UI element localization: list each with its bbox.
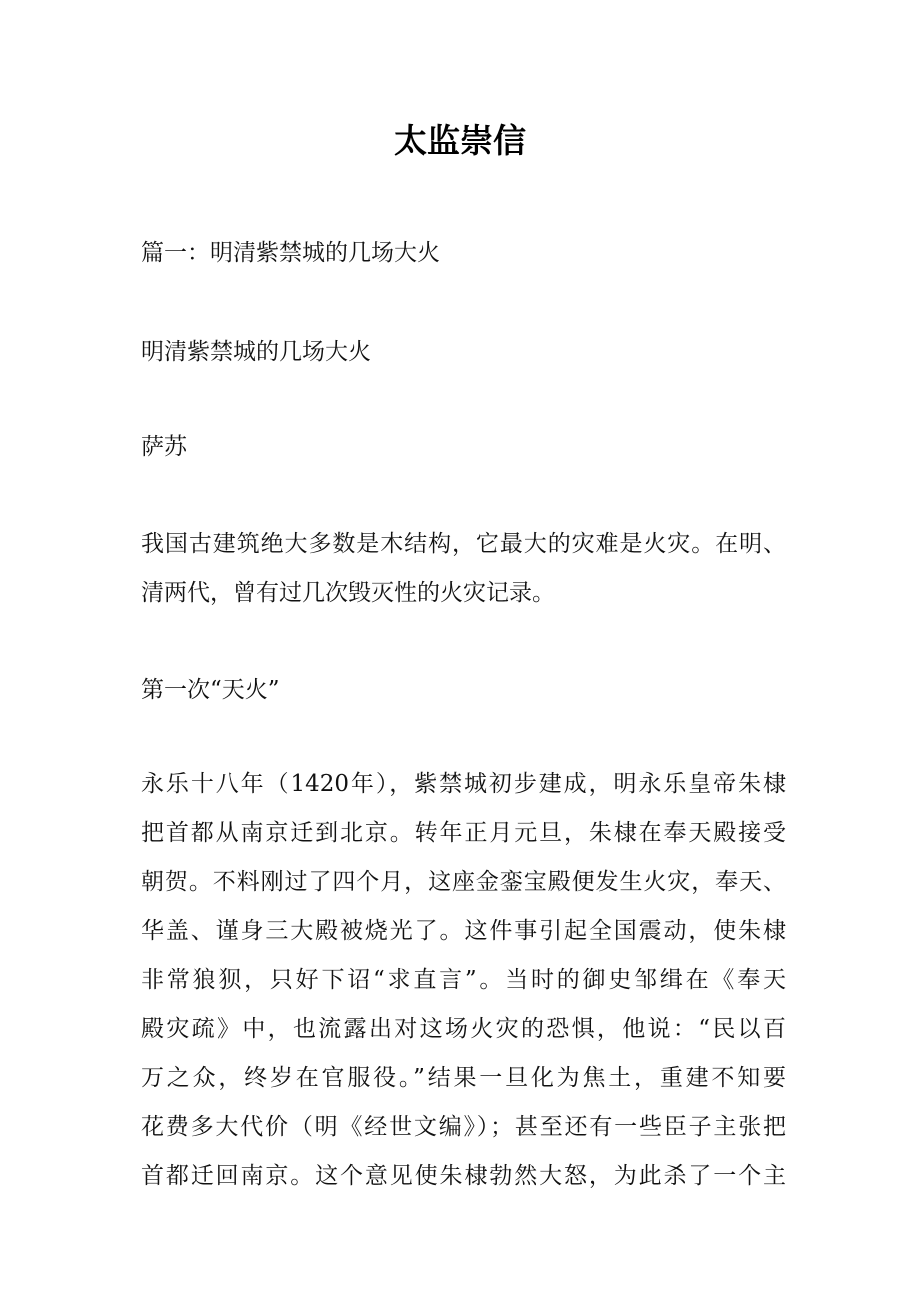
author-name: [141, 423, 786, 472]
paragraph-line: 明清紫禁城的几场大火: [141, 339, 371, 365]
paragraph-line: 永乐十八年（1420年），紫禁城初步建成，明永乐皇帝朱棣: [141, 771, 786, 797]
paragraph-line: 非常狼狈，只好下诏“求直言”。当时的御史邹缉在《奉天: [141, 967, 786, 993]
paragraph-line: 花费多大代价（明《经世文编》）；甚至还有一些臣子主张把: [141, 1114, 786, 1140]
paragraph-line: 首都迁回南京。这个意见使朱棣勃然大怒，为此杀了一个主: [141, 1163, 786, 1189]
paragraph-line: 万之众，终岁在官服役。”结果一旦化为焦土，重建不知要: [141, 1065, 786, 1091]
intro-paragraph: [141, 520, 786, 618]
paragraph-line: 华盖、谨身三大殿被烧光了。这件事引起全国震动，使朱棣: [141, 918, 786, 944]
body-paragraph: [141, 760, 786, 1201]
paragraph-line: 把首都从南京迁到北京。转年正月元旦，朱棣在奉天殿接受: [141, 820, 786, 846]
subsection-heading: [141, 666, 786, 715]
paragraph-line: 篇一：明清紫禁城的几场大火: [141, 240, 440, 266]
paragraph-line: 清两代，曾有过几次毁灭性的火灾记录。: [141, 580, 555, 606]
paragraph-line: 第一次“天火”: [141, 677, 280, 703]
paragraph-line: 殿灾疏》中，也流露出对这场火灾的恐惧，他说：“民以百: [141, 1016, 786, 1042]
document-title: 太监崇信: [394, 121, 526, 160]
paragraph-line: 我国古建筑绝大多数是木结构，它最大的灾难是火灾。在明、: [141, 531, 786, 557]
article-title: [141, 328, 786, 377]
paragraph-line: 萨苏: [141, 434, 187, 460]
paragraph-line: 朝贺。不料刚过了四个月，这座金銮宝殿便发生火灾，奉天、: [141, 869, 786, 895]
section-heading: [141, 229, 786, 278]
